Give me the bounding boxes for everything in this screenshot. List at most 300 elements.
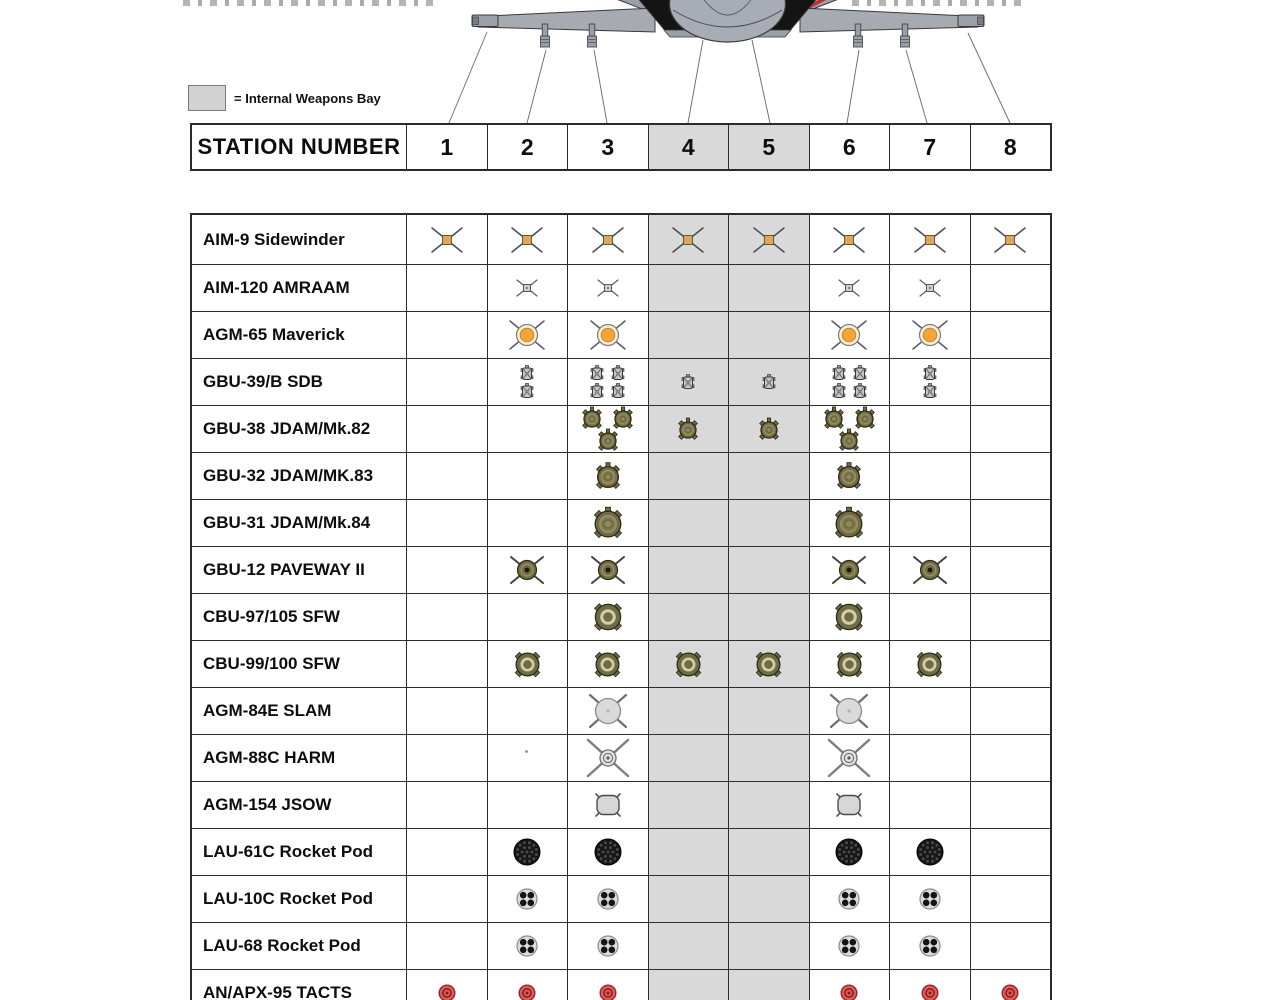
rocket-pod-19-tube-icon-wrap (915, 837, 945, 867)
station-header-cell-4: 4 (649, 125, 730, 169)
weapon-name-label: LAU-10C Rocket Pod (192, 876, 407, 922)
loadout-cell-station-2 (488, 829, 569, 875)
loadout-cell-station-5 (729, 453, 810, 499)
rocket-pod-4-tube-icon-wrap (596, 887, 620, 911)
legend-swatch (188, 85, 226, 111)
loadout-cell-station-5 (729, 688, 810, 734)
loadout-cell-station-3 (568, 359, 649, 405)
loadout-cell-station-4 (649, 500, 730, 546)
cluster-bomb-icon (912, 647, 947, 682)
loadout-cell-station-8 (971, 594, 1051, 640)
loadout-cell-station-6 (810, 641, 891, 687)
loadout-cell-station-1 (407, 876, 488, 922)
rocket-pod-4-tube-icon (596, 934, 620, 958)
loadout-cell-station-7 (890, 688, 971, 734)
loadout-cell-station-8 (971, 359, 1051, 405)
loadout-cell-station-3 (568, 876, 649, 922)
missile-x-tan-icon-wrap (912, 225, 948, 255)
cluster-bomb-icon-wrap (671, 647, 706, 682)
jdam-medium-icon-wrap (591, 458, 625, 494)
loadout-cell-station-3 (568, 970, 649, 1000)
small-diameter-bomb-icon (611, 383, 625, 399)
loadout-cell-station-7 (890, 735, 971, 781)
loadout-cell-station-2 (488, 312, 569, 358)
paveway-lgb-icon (912, 555, 948, 585)
cluster-bomb-icon-wrap (832, 647, 867, 682)
paveway-lgb-icon (509, 555, 545, 585)
missile-orange-seeker-icon (909, 318, 951, 352)
loadout-cell-station-8 (971, 406, 1051, 452)
loadout-cell-station-2 (488, 688, 569, 734)
jdam-small-icon (674, 414, 702, 444)
missile-x-tan-icon-wrap (831, 225, 867, 255)
tacts-pod-icon-wrap (920, 983, 940, 1000)
rocket-pod-19-tube-icon-wrap (512, 837, 542, 867)
missile-x-tan-icon (509, 225, 545, 255)
rocket-pod-4-tube-icon (918, 934, 942, 958)
loadout-cell-station-5 (729, 265, 810, 311)
loadout-cell-station-1 (407, 829, 488, 875)
loadout-cell-station-4 (649, 735, 730, 781)
weapon-row (192, 265, 1050, 312)
jdam-small-icon (594, 425, 622, 455)
legend-label: = Internal Weapons Bay (234, 90, 381, 106)
tacts-pod-icon-wrap (598, 983, 618, 1000)
loadout-cell-station-1 (407, 547, 488, 593)
loadout-cell-station-4 (649, 923, 730, 969)
loadout-cell-station-2 (488, 641, 569, 687)
missile-x-gray-icon (514, 278, 540, 298)
missile-orange-seeker-icon-wrap (587, 318, 629, 352)
weapon-name-label: AIM-120 AMRAAM (192, 265, 407, 311)
rocket-pod-19-tube-icon (593, 837, 623, 867)
loadout-cell-station-8 (971, 265, 1051, 311)
missile-x-gray-icon-wrap (514, 278, 540, 298)
small-diameter-bomb-icon (853, 365, 867, 381)
small-diameter-bomb-icon-wrap (762, 374, 776, 390)
weapon-name-label: GBU-12 PAVEWAY II (192, 547, 407, 593)
rocket-pod-4-tube-icon-wrap (596, 934, 620, 958)
rocket-pod-4-tube-icon-wrap (837, 887, 861, 911)
weapon-name-label: LAU-68 Rocket Pod (192, 923, 407, 969)
tacts-pod-icon (437, 983, 457, 1000)
small-diameter-bomb-icon (853, 383, 867, 399)
weapon-row (192, 782, 1050, 829)
loadout-cell-station-4 (649, 453, 730, 499)
missile-x-tan-icon (831, 225, 867, 255)
missile-x-gray-icon (836, 278, 862, 298)
weapon-name-label: AIM-9 Sidewinder (192, 215, 407, 264)
loadout-cell-station-7 (890, 500, 971, 546)
jdam-small-icon (835, 425, 863, 455)
weapon-row (192, 406, 1050, 453)
loadout-cell-station-3 (568, 688, 649, 734)
missile-x-gray-icon-wrap (595, 278, 621, 298)
loadout-cell-station-5 (729, 500, 810, 546)
small-diameter-bomb-icon (832, 365, 846, 381)
small-diameter-bomb-icon (520, 365, 534, 381)
harm-missile-icon (585, 738, 631, 778)
jsow-glide-bomb-icon-wrap (592, 791, 624, 819)
loadout-cell-station-1 (407, 688, 488, 734)
station-number-header (190, 123, 1052, 171)
rocket-pod-4-tube-icon (515, 934, 539, 958)
small-diameter-bomb-icon (520, 383, 534, 399)
loadout-cell-station-8 (971, 641, 1051, 687)
loadout-cell-station-4 (649, 215, 730, 264)
internal-bay-legend (188, 85, 381, 111)
harm-missile-icon-wrap (585, 738, 631, 778)
station-header-cell-1: 1 (407, 125, 488, 169)
loadout-cell-station-1 (407, 406, 488, 452)
loadout-cell-station-5 (729, 547, 810, 593)
weapon-row (192, 215, 1050, 265)
station-header-cell-7: 7 (890, 125, 971, 169)
jdam-small-icon (755, 414, 783, 444)
loadout-cell-station-1 (407, 359, 488, 405)
loadout-cell-station-8 (971, 688, 1051, 734)
rocket-pod-19-tube-icon (915, 837, 945, 867)
rocket-pod-4-tube-icon-wrap (918, 887, 942, 911)
missile-x-gray-icon-wrap (836, 278, 862, 298)
jsow-glide-bomb-icon (833, 791, 865, 819)
station-header-cell-5: 5 (729, 125, 810, 169)
pylon (541, 24, 550, 47)
loadout-cell-station-1 (407, 735, 488, 781)
small-diameter-bomb-icon (590, 383, 604, 399)
loadout-cell-station-4 (649, 594, 730, 640)
missile-x-tan-icon-wrap (590, 225, 626, 255)
paveway-lgb-icon (590, 555, 626, 585)
loadout-cell-station-6 (810, 923, 891, 969)
loadout-cell-station-3 (568, 453, 649, 499)
loadout-cell-station-1 (407, 782, 488, 828)
jsow-glide-bomb-icon (592, 791, 624, 819)
cluster-bomb-icon-wrap (590, 647, 625, 682)
rocket-pod-4-tube-icon-wrap (515, 887, 539, 911)
missile-x-tan-icon-wrap (992, 225, 1028, 255)
rocket-pod-19-tube-icon (834, 837, 864, 867)
rocket-pod-4-tube-icon (515, 887, 539, 911)
small-diameter-bomb-icon (681, 374, 695, 390)
tacts-pod-icon (839, 983, 859, 1000)
loadout-cell-station-7 (890, 923, 971, 969)
rocket-pod-19-tube-icon-wrap (834, 837, 864, 867)
weapon-row (192, 500, 1050, 547)
loadout-cell-station-2 (488, 970, 569, 1000)
tacts-pod-icon-wrap (1000, 983, 1020, 1000)
small-diameter-bomb-icon-wrap (681, 374, 695, 390)
missile-orange-seeker-icon-wrap (828, 318, 870, 352)
weapon-name-label: GBU-38 JDAM/Mk.82 (192, 406, 407, 452)
jdam-large-icon-wrap (829, 502, 869, 544)
jdam-small-icon-wrap (674, 414, 702, 444)
loadout-cell-station-1 (407, 923, 488, 969)
loadout-cell-station-3 (568, 923, 649, 969)
rocket-pod-4-tube-icon (837, 887, 861, 911)
small-diameter-bomb-icon (923, 383, 937, 399)
tacts-pod-icon (598, 983, 618, 1000)
missile-x-tan-icon-wrap (429, 225, 465, 255)
weapon-name-label: AGM-88C HARM (192, 735, 407, 781)
loadout-cell-station-7 (890, 782, 971, 828)
loadout-cell-station-3 (568, 312, 649, 358)
slam-missile-icon-wrap (587, 693, 629, 729)
loadout-cell-station-7 (890, 359, 971, 405)
small-diameter-bomb-icon-wrap (853, 383, 867, 399)
loadout-cell-station-3 (568, 406, 649, 452)
tacts-pod-icon (517, 983, 537, 1000)
loadout-cell-station-6 (810, 359, 891, 405)
loadout-cell-station-2 (488, 735, 569, 781)
loadout-cell-station-1 (407, 312, 488, 358)
weapon-name-label: AGM-84E SLAM (192, 688, 407, 734)
missile-x-gray-icon-wrap (917, 278, 943, 298)
pylon (901, 24, 910, 47)
loadout-cell-station-6 (810, 594, 891, 640)
small-diameter-bomb-icon-wrap (520, 383, 534, 399)
rocket-pod-19-tube-icon-wrap (593, 837, 623, 867)
weapon-row (192, 735, 1050, 782)
loadout-cell-station-3 (568, 829, 649, 875)
loadout-cell-station-6 (810, 970, 891, 1000)
loadout-cell-station-4 (649, 688, 730, 734)
jdam-small-icon-wrap (755, 414, 783, 444)
slam-missile-icon-wrap (828, 693, 870, 729)
weapon-row (192, 923, 1050, 970)
small-diameter-bomb-icon-wrap (923, 383, 937, 399)
missile-x-tan-icon (751, 225, 787, 255)
jdam-small-icon-wrap (835, 425, 863, 455)
jdam-large-icon (829, 502, 869, 544)
weapon-name-label: CBU-97/105 SFW (192, 594, 407, 640)
loadout-cell-station-8 (971, 453, 1051, 499)
weapons-matrix (190, 213, 1052, 1000)
missile-orange-seeker-icon (506, 318, 548, 352)
loadout-cell-station-1 (407, 265, 488, 311)
loadout-cell-station-5 (729, 923, 810, 969)
tacts-pod-icon-wrap (437, 983, 457, 1000)
loadout-cell-station-3 (568, 215, 649, 264)
cluster-bomb-icon-wrap (751, 647, 786, 682)
weapon-name-label: LAU-61C Rocket Pod (192, 829, 407, 875)
missile-x-tan-icon-wrap (751, 225, 787, 255)
loadout-cell-station-6 (810, 265, 891, 311)
weapon-name-label: GBU-39/B SDB (192, 359, 407, 405)
cluster-bomb-icon-wrap (912, 647, 947, 682)
slam-missile-icon (587, 693, 629, 729)
loadout-cell-station-7 (890, 406, 971, 452)
paveway-lgb-icon-wrap (831, 555, 867, 585)
loadout-cell-station-6 (810, 547, 891, 593)
loadout-cell-station-2 (488, 923, 569, 969)
left-wing (478, 8, 655, 32)
loadout-cell-station-6 (810, 688, 891, 734)
tacts-pod-icon (1000, 983, 1020, 1000)
small-diameter-bomb-icon-wrap (923, 365, 937, 381)
loadout-cell-station-6 (810, 312, 891, 358)
pylon (588, 24, 597, 47)
loadout-cell-station-5 (729, 215, 810, 264)
small-diameter-bomb-icon-wrap (853, 365, 867, 381)
loadout-cell-station-7 (890, 829, 971, 875)
loadout-cell-station-7 (890, 312, 971, 358)
cluster-bomb-large-icon-wrap (830, 598, 868, 636)
missile-x-tan-icon (670, 225, 706, 255)
loadout-cell-station-7 (890, 641, 971, 687)
weapon-name-label: GBU-32 JDAM/MK.83 (192, 453, 407, 499)
weapon-row (192, 453, 1050, 500)
loadout-cell-station-8 (971, 970, 1051, 1000)
missile-x-gray-icon (595, 278, 621, 298)
cluster-bomb-large-icon-wrap (589, 598, 627, 636)
loadout-cell-station-4 (649, 829, 730, 875)
harm-missile-icon-wrap (826, 738, 872, 778)
missile-x-tan-icon-wrap (670, 225, 706, 255)
weapon-row (192, 547, 1050, 594)
missile-x-tan-icon (912, 225, 948, 255)
loadout-cell-station-4 (649, 876, 730, 922)
weapon-name-label: AGM-65 Maverick (192, 312, 407, 358)
loadout-cell-station-6 (810, 735, 891, 781)
loadout-cell-station-6 (810, 453, 891, 499)
loadout-cell-station-5 (729, 406, 810, 452)
loadout-cell-station-2 (488, 594, 569, 640)
loadout-cell-station-4 (649, 265, 730, 311)
loadout-cell-station-3 (568, 547, 649, 593)
loadout-cell-station-6 (810, 500, 891, 546)
loadout-cell-station-5 (729, 312, 810, 358)
loadout-cell-station-3 (568, 735, 649, 781)
weapon-name-label: CBU-99/100 SFW (192, 641, 407, 687)
missile-x-tan-icon (590, 225, 626, 255)
loadout-cell-station-7 (890, 970, 971, 1000)
loadout-cell-station-4 (649, 359, 730, 405)
missile-orange-seeker-icon-wrap (909, 318, 951, 352)
loadout-cell-station-2 (488, 359, 569, 405)
loadout-cell-station-4 (649, 406, 730, 452)
loadout-cell-station-7 (890, 547, 971, 593)
loadout-cell-station-1 (407, 641, 488, 687)
harm-missile-icon (826, 738, 872, 778)
loadout-cell-station-7 (890, 215, 971, 264)
loadout-cell-station-8 (971, 876, 1051, 922)
small-diameter-bomb-icon (590, 365, 604, 381)
loadout-cell-station-8 (971, 215, 1051, 264)
loadout-cell-station-4 (649, 547, 730, 593)
loadout-cell-station-3 (568, 641, 649, 687)
missile-x-tan-icon (429, 225, 465, 255)
small-diameter-bomb-icon-wrap (590, 365, 604, 381)
loadout-cell-station-6 (810, 829, 891, 875)
small-diameter-bomb-icon-wrap (590, 383, 604, 399)
loadout-cell-station-6 (810, 782, 891, 828)
weapon-row (192, 970, 1050, 1000)
jsow-glide-bomb-icon-wrap (833, 791, 865, 819)
paveway-lgb-icon-wrap (590, 555, 626, 585)
loadout-cell-station-8 (971, 500, 1051, 546)
loadout-cell-station-2 (488, 876, 569, 922)
small-diameter-bomb-icon (762, 374, 776, 390)
small-diameter-bomb-icon-wrap (520, 365, 534, 381)
jdam-large-icon (588, 502, 628, 544)
loadout-cell-station-2 (488, 406, 569, 452)
jdam-medium-icon (591, 458, 625, 494)
weapon-row (192, 594, 1050, 641)
loadout-cell-station-5 (729, 829, 810, 875)
weapon-row (192, 312, 1050, 359)
missile-orange-seeker-icon-wrap (506, 318, 548, 352)
loadout-cell-station-1 (407, 500, 488, 546)
right-wingtip-rail (958, 15, 984, 27)
small-diameter-bomb-icon (832, 383, 846, 399)
loadout-cell-station-4 (649, 312, 730, 358)
loadout-cell-station-5 (729, 641, 810, 687)
weapon-row (192, 876, 1050, 923)
loadout-cell-station-2 (488, 547, 569, 593)
rocket-pod-4-tube-icon (837, 934, 861, 958)
aircraft-front-view (400, 0, 1060, 124)
loadout-cell-station-7 (890, 594, 971, 640)
station-header-cell-2: 2 (488, 125, 569, 169)
loadout-cell-station-6 (810, 406, 891, 452)
station-pointer-lines (449, 32, 1010, 123)
cluster-bomb-large-icon (830, 598, 868, 636)
loadout-cell-station-1 (407, 970, 488, 1000)
jdam-medium-icon (832, 458, 866, 494)
cluster-bomb-large-icon (589, 598, 627, 636)
cluster-bomb-icon-wrap (510, 647, 545, 682)
cluster-bomb-icon (832, 647, 867, 682)
cluster-bomb-icon (751, 647, 786, 682)
loadout-cell-station-7 (890, 876, 971, 922)
loadout-cell-station-5 (729, 970, 810, 1000)
tacts-pod-icon-wrap (517, 983, 537, 1000)
small-diameter-bomb-icon-wrap (832, 383, 846, 399)
loadout-cell-station-2 (488, 265, 569, 311)
loadout-cell-station-3 (568, 500, 649, 546)
rocket-pod-4-tube-icon (596, 887, 620, 911)
loadout-cell-station-4 (649, 970, 730, 1000)
left-wingtip-rail (472, 15, 498, 27)
loadout-cell-station-5 (729, 594, 810, 640)
loadout-cell-station-3 (568, 594, 649, 640)
loadout-cell-station-8 (971, 735, 1051, 781)
station-header-cell-8: 8 (1003, 133, 1017, 160)
missile-orange-seeker-icon (828, 318, 870, 352)
pylon (854, 24, 863, 47)
loadout-cell-station-5 (729, 735, 810, 781)
speck-artifact (525, 750, 528, 753)
loadout-cell-station-4 (649, 641, 730, 687)
slam-missile-icon (828, 693, 870, 729)
tacts-pod-icon-wrap (839, 983, 859, 1000)
small-diameter-bomb-icon (923, 365, 937, 381)
weapon-name-label: AGM-154 JSOW (192, 782, 407, 828)
weapon-row (192, 641, 1050, 688)
tacts-pod-icon (920, 983, 940, 1000)
paveway-lgb-icon-wrap (912, 555, 948, 585)
rocket-pod-4-tube-icon (918, 887, 942, 911)
missile-x-gray-icon (917, 278, 943, 298)
loadout-cell-station-6 (810, 876, 891, 922)
weapon-row (192, 829, 1050, 876)
cluster-bomb-icon (671, 647, 706, 682)
rocket-pod-19-tube-icon (512, 837, 542, 867)
station-header-cell-6: 6 (810, 125, 891, 169)
loadout-cell-station-2 (488, 782, 569, 828)
weapon-name-label: AN/APX-95 TACTS (192, 970, 407, 1000)
